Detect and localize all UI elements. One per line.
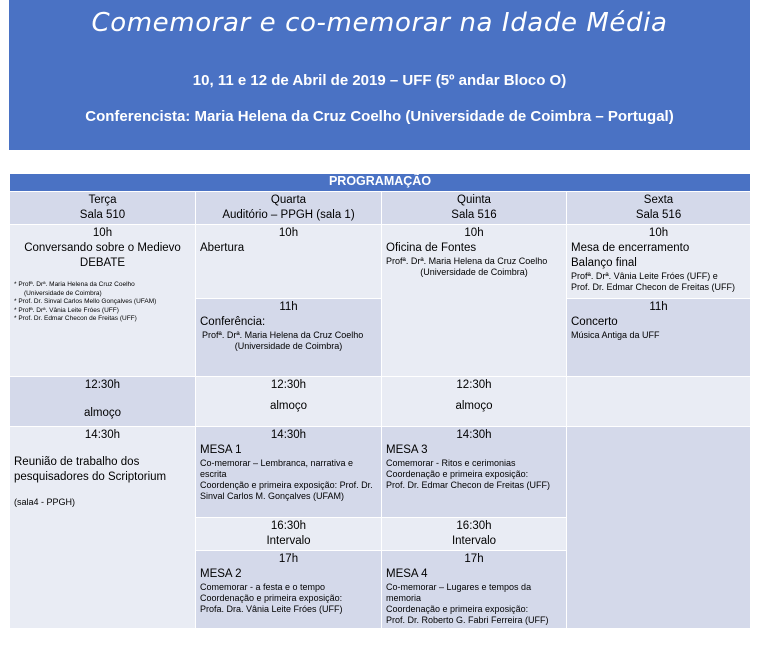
session-time: 17h — [464, 553, 484, 565]
wednesday-lunch-cell — [196, 377, 382, 427]
session-subtitle: Balanço final — [571, 257, 637, 269]
session-time: 10h — [648, 227, 669, 239]
day-friday — [567, 192, 751, 225]
session-title: Concerto — [571, 316, 618, 328]
tuesday-afternoon-cell — [10, 427, 196, 629]
session-title: Conferência: — [200, 316, 266, 328]
session-title: Conversando sobre o Medievo — [24, 242, 181, 254]
session-coord-name: Profa. Dra. Vânia Leite Fróes (UFF) — [200, 604, 343, 614]
session-theme: Co-memorar – Lugares e tempos da memoria — [386, 582, 532, 603]
session-time: 10h — [92, 227, 113, 239]
session-time: 10h — [464, 227, 484, 239]
thursday-mesa3-cell — [382, 427, 567, 518]
tuesday-morning-cell — [10, 225, 196, 377]
thursday-morning-cell — [382, 225, 567, 377]
wednesday-break-cell — [196, 518, 382, 551]
session-affil: (Universidade de Coimbra) — [420, 267, 528, 277]
session-affil: (Universidade de Coimbra) — [234, 341, 343, 351]
day-thursday — [382, 192, 567, 225]
day-name: Sexta — [643, 194, 674, 206]
lunch-label: almoço — [269, 400, 308, 412]
day-room: Sala 516 — [635, 209, 682, 221]
wednesday-conference-cell — [196, 299, 382, 377]
session-time: 17h — [278, 553, 299, 565]
break-time: 16:30h — [456, 520, 492, 532]
break-label: Intervalo — [266, 535, 311, 547]
session-coord: Coordenção e primeira exposição: Prof. Dr. Sinval Carlos M. Gonçalves (UFAM) — [200, 480, 373, 501]
day-room: Sala 516 — [451, 209, 497, 221]
thursday-lunch-cell — [382, 377, 567, 427]
friday-concert-cell — [567, 299, 751, 377]
program-header-row — [10, 174, 751, 192]
day-wednesday — [196, 192, 382, 225]
participant: * Prof. Dr. Sinval Carlos Mello Gonçalves (UFAM) — [14, 298, 157, 305]
session-speaker: Profª. Drª. Maria Helena da Cruz Coelho — [202, 330, 364, 340]
session-coord-label: Coordenação e primeira exposição: — [386, 604, 529, 614]
day-name: Terça — [88, 194, 117, 206]
break-label: Intervalo — [451, 535, 497, 547]
lunch-time: 12:30h — [84, 379, 121, 391]
friday-lunch-cell — [567, 377, 751, 427]
event-title: Comemorar e co-memorar na Idade Média — [91, 8, 668, 38]
days-row — [10, 192, 751, 225]
participant-affil: (Universidade de Coimbra) — [24, 289, 102, 297]
session-theme: Co-memorar – Lembranca, narrativa e escrita — [200, 458, 354, 479]
participant: * Profª. Drª. Vânia Leite Fróes (UFF) — [14, 306, 119, 314]
session-title: Abertura — [200, 242, 245, 254]
thursday-break-cell — [382, 518, 567, 551]
day-tuesday — [10, 192, 196, 225]
session-time: 11h — [649, 301, 668, 313]
session-speaker: Prof. Dr. Edmar Checon de Freitas (UFF) — [571, 282, 736, 292]
participants-list — [14, 281, 191, 324]
lunch-label: almoço — [83, 407, 122, 419]
session-subtitle: Música Antiga da UFF — [571, 330, 660, 340]
break-time: 16:30h — [270, 520, 307, 532]
session-time: 11h — [279, 301, 298, 313]
session-speaker: Profª. Drª. Vânia Leite Fróes (UFF) e — [571, 271, 718, 281]
header-banner — [9, 0, 750, 150]
program-table — [9, 173, 751, 629]
event-speaker: Conferencista: Maria Helena da Cruz Coelho (Universidade de Coimbra – Portugal) — [85, 108, 674, 125]
session-title: Reunião de trabalho dos pesquisadores do Scriptorium — [14, 456, 167, 483]
friday-closing-cell — [567, 225, 751, 299]
lunch-row — [10, 377, 751, 427]
session-theme: Comemorar - Ritos e cerimonias — [386, 458, 516, 468]
day-name: Quinta — [457, 194, 491, 206]
wednesday-opening-cell — [196, 225, 382, 299]
session-time: 14:30h — [84, 429, 121, 441]
tuesday-lunch-cell — [10, 377, 196, 427]
day-room: Sala 510 — [79, 209, 126, 221]
session-coord-name: Prof. Dr. Roberto G. Fabri Ferreira (UFF) — [386, 615, 549, 625]
wednesday-mesa2-cell — [196, 551, 382, 629]
session-room: (sala4 - PPGH) — [14, 497, 76, 507]
participant: * Profª. Drª. Maria Helena da Cruz Coelho — [14, 281, 135, 288]
session-subtitle: DEBATE — [79, 257, 126, 269]
session-speaker: Profª. Drª. Maria Helena da Cruz Coelho — [386, 256, 548, 266]
session-coord-label: Coordenação e primeira exposição: — [386, 469, 529, 479]
session-title: MESA 2 — [200, 568, 242, 580]
session-title: Oficina de Fontes — [386, 242, 477, 254]
session-title: MESA 3 — [386, 444, 428, 456]
wednesday-mesa1-cell — [196, 427, 382, 518]
session-coord-label: Coordenação e primeira exposição: — [200, 593, 343, 603]
lunch-label: almoço — [455, 400, 493, 412]
session-time: 14:30h — [270, 429, 307, 441]
session-coord-name: Prof. Dr. Edmar Checon de Freitas (UFF) — [386, 480, 551, 490]
session-title: Mesa de encerramento — [571, 242, 690, 254]
lunch-time: 12:30h — [456, 379, 492, 391]
afternoon-row-1 — [10, 427, 751, 518]
session-time: 14:30h — [456, 429, 492, 441]
session-title: MESA 4 — [386, 568, 428, 580]
lunch-time: 12:30h — [270, 379, 307, 391]
session-theme: Comemorar - a festa e o tempo — [200, 582, 326, 592]
event-dates: 10, 11 e 12 de Abril de 2019 – UFF (5º andar Bloco O) — [192, 72, 567, 89]
friday-afternoon-cell — [567, 427, 751, 629]
session-time: 10h — [278, 227, 299, 239]
participant: * Prof. Dr. Edmar Checon de Freitas (UFF) — [14, 315, 137, 322]
session-title: MESA 1 — [200, 444, 242, 456]
morning-row-1 — [10, 225, 751, 299]
day-room: Auditório – PPGH (sala 1) — [222, 209, 355, 221]
thursday-mesa4-cell — [382, 551, 567, 629]
program-title: PROGRAMAÇÃO — [10, 174, 751, 192]
day-name: Quarta — [270, 194, 307, 206]
